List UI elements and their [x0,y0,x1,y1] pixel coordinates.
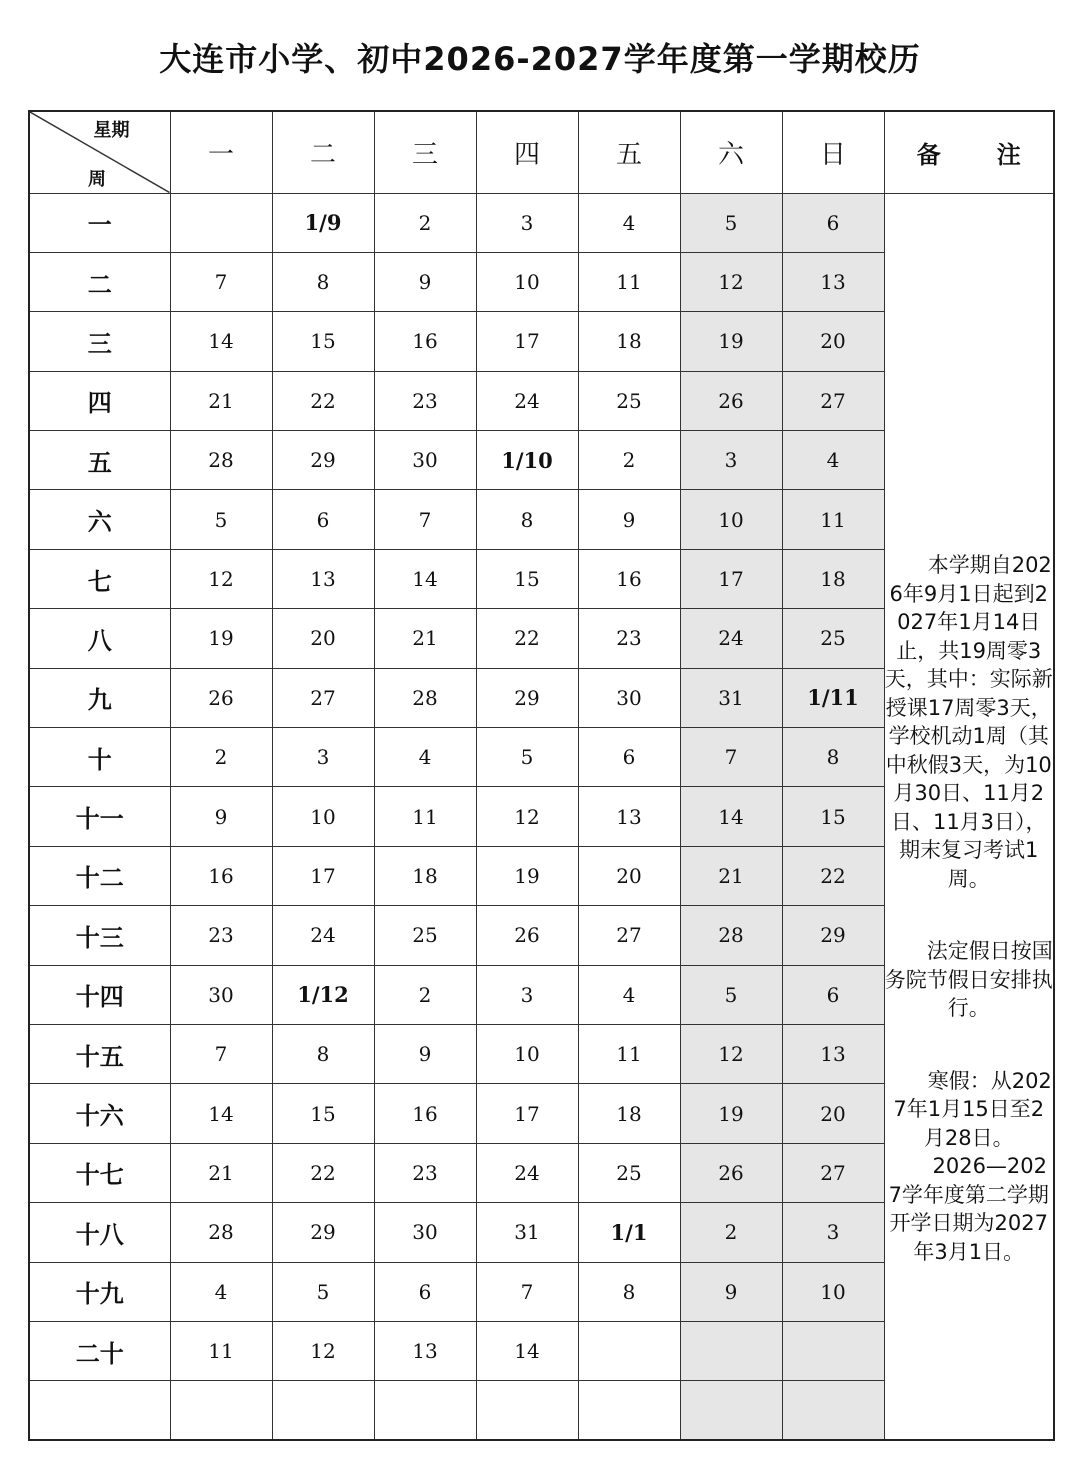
week-number: 七 [29,549,170,608]
day-cell-sun: 13 [782,252,884,311]
day-cell-sun [782,1381,884,1440]
day-cell-thu: 5 [476,728,578,787]
day-cell-sun: 27 [782,1143,884,1202]
calendar-body [29,193,1054,1440]
day-cell-tue: 12 [272,1321,374,1380]
day-cell-sun: 6 [782,193,884,252]
day-cell-sun: 15 [782,787,884,846]
day-cell-wed: 4 [374,728,476,787]
day-cell-tue [272,1381,374,1440]
day-cell-sat: 3 [680,431,782,490]
day-cell-mon: 4 [170,1262,272,1321]
header-day-fri: 五 [578,111,680,193]
day-cell-sun: 18 [782,549,884,608]
day-cell-fri: 20 [578,846,680,905]
day-cell-sun: 8 [782,728,884,787]
day-cell-tue: 17 [272,846,374,905]
day-cell-thu: 15 [476,549,578,608]
day-cell-fri: 30 [578,668,680,727]
day-cell-thu: 3 [476,193,578,252]
day-cell-tue: 3 [272,728,374,787]
day-cell-mon: 21 [170,1143,272,1202]
day-cell-thu: 31 [476,1203,578,1262]
day-cell-mon: 5 [170,490,272,549]
day-cell-tue: 27 [272,668,374,727]
day-cell-mon: 16 [170,846,272,905]
day-cell-sun: 4 [782,431,884,490]
day-cell-fri: 11 [578,252,680,311]
day-cell-sat: 28 [680,906,782,965]
day-cell-mon [170,193,272,252]
day-cell-sat: 24 [680,609,782,668]
day-cell-sat: 2 [680,1203,782,1262]
week-number [29,1381,170,1440]
header-notes-char-2: 注 [996,140,1021,169]
day-cell-sun: 25 [782,609,884,668]
header-day-mon: 一 [170,111,272,193]
week-number: 三 [29,312,170,371]
notes-cell [884,193,1054,1440]
week-number: 十八 [29,1203,170,1262]
day-cell-fri: 25 [578,1143,680,1202]
corner-cell [29,111,170,193]
day-cell-thu: 26 [476,906,578,965]
header-day-tue: 二 [272,111,374,193]
day-cell-tue: 20 [272,609,374,668]
day-cell-mon: 14 [170,1084,272,1143]
day-cell-mon: 11 [170,1321,272,1380]
day-cell-sat: 7 [680,728,782,787]
day-cell-tue: 29 [272,1203,374,1262]
day-cell-mon: 7 [170,252,272,311]
day-cell-fri: 11 [578,1024,680,1083]
week-number: 十二 [29,846,170,905]
day-cell-sun: 3 [782,1203,884,1262]
day-cell-sat: 14 [680,787,782,846]
note-paragraph-4: 2026—2027学年度第二学期开学日期为2027年3月1日。 [888,1154,1049,1264]
day-cell-sun: 29 [782,906,884,965]
day-cell-mon: 12 [170,549,272,608]
day-cell-thu: 24 [476,371,578,430]
day-cell-tue: 8 [272,252,374,311]
header-day-sat: 六 [680,111,782,193]
week-number: 八 [29,609,170,668]
header-day-wed: 三 [374,111,476,193]
week-number: 六 [29,490,170,549]
day-cell-tue: 8 [272,1024,374,1083]
day-cell-mon: 7 [170,1024,272,1083]
day-cell-wed: 16 [374,1084,476,1143]
day-cell-sun: 13 [782,1024,884,1083]
day-cell-sat [680,1381,782,1440]
day-cell-sun: 27 [782,371,884,430]
school-calendar-table [28,110,1055,1441]
day-cell-thu [476,1381,578,1440]
note-paragraph-1: 本学期自2026年9月1日起到2027年1月14日止，共19周零3天，其中：实际新授课17周零3天，学校机动1周（其中秋假3天，为10月30日、11月2日、11月3日），期末复习考试1周。 [884,553,1053,891]
day-cell-sun: 11 [782,490,884,549]
corner-label-weekday: 星期 [93,120,130,141]
day-cell-sun: 10 [782,1262,884,1321]
day-cell-wed: 30 [374,1203,476,1262]
note-paragraph-2: 法定假日按国务院节假日安排执行。 [884,939,1053,1021]
day-cell-sun: 1/11 [782,668,884,727]
day-cell-tue: 5 [272,1262,374,1321]
day-cell-wed: 25 [374,906,476,965]
week-number: 十四 [29,965,170,1024]
day-cell-thu: 1/10 [476,431,578,490]
day-cell-wed: 7 [374,490,476,549]
day-cell-fri: 8 [578,1262,680,1321]
day-cell-fri: 4 [578,193,680,252]
day-cell-wed: 16 [374,312,476,371]
day-cell-thu: 8 [476,490,578,549]
day-cell-mon: 19 [170,609,272,668]
day-cell-wed: 23 [374,371,476,430]
week-number: 九 [29,668,170,727]
day-cell-thu: 12 [476,787,578,846]
day-cell-sun: 20 [782,1084,884,1143]
day-cell-wed: 21 [374,609,476,668]
day-cell-thu: 7 [476,1262,578,1321]
week-number: 五 [29,431,170,490]
day-cell-thu: 10 [476,252,578,311]
day-cell-fri: 18 [578,312,680,371]
day-cell-sat: 26 [680,371,782,430]
week-number: 二 [29,252,170,311]
day-cell-sat: 17 [680,549,782,608]
day-cell-mon: 14 [170,312,272,371]
day-cell-thu: 17 [476,1084,578,1143]
day-cell-tue: 1/9 [272,193,374,252]
day-cell-mon: 30 [170,965,272,1024]
day-cell-wed: 9 [374,252,476,311]
day-cell-sat: 19 [680,312,782,371]
day-cell-sat: 12 [680,1024,782,1083]
day-cell-sat: 5 [680,965,782,1024]
day-cell-sat: 9 [680,1262,782,1321]
day-cell-tue: 22 [272,371,374,430]
header-row [29,111,1054,193]
day-cell-thu: 24 [476,1143,578,1202]
day-cell-thu: 29 [476,668,578,727]
day-cell-wed [374,1381,476,1440]
week-number: 十三 [29,906,170,965]
day-cell-sun [782,1321,884,1380]
page-title: 大连市小学、初中2026-2027学年度第一学期校历 [159,40,921,78]
day-cell-fri [578,1321,680,1380]
day-cell-sat: 12 [680,252,782,311]
day-cell-wed: 30 [374,431,476,490]
day-cell-fri: 25 [578,371,680,430]
note-paragraph-3: 寒假：从2027年1月15日至2月28日。 [893,1068,1052,1150]
day-cell-tue: 15 [272,312,374,371]
day-cell-thu: 3 [476,965,578,1024]
day-cell-mon: 2 [170,728,272,787]
day-cell-sat: 10 [680,490,782,549]
day-cell-fri: 23 [578,609,680,668]
day-cell-fri: 18 [578,1084,680,1143]
day-cell-mon: 28 [170,1203,272,1262]
day-cell-fri: 4 [578,965,680,1024]
day-cell-fri: 16 [578,549,680,608]
day-cell-sun: 6 [782,965,884,1024]
corner-label-week: 周 [88,168,106,190]
day-cell-mon [170,1381,272,1440]
day-cell-thu: 10 [476,1024,578,1083]
day-cell-tue: 22 [272,1143,374,1202]
week-number: 十六 [29,1084,170,1143]
day-cell-tue: 1/12 [272,965,374,1024]
day-cell-thu: 17 [476,312,578,371]
day-cell-wed: 11 [374,787,476,846]
day-cell-sat: 21 [680,846,782,905]
day-cell-wed: 9 [374,1024,476,1083]
day-cell-wed: 28 [374,668,476,727]
day-cell-wed: 2 [374,965,476,1024]
day-cell-fri: 1/1 [578,1203,680,1262]
week-number: 十七 [29,1143,170,1202]
day-cell-fri: 2 [578,431,680,490]
day-cell-sat: 26 [680,1143,782,1202]
header-day-thu: 四 [476,111,578,193]
week-number: 十一 [29,787,170,846]
day-cell-wed: 6 [374,1262,476,1321]
day-cell-mon: 21 [170,371,272,430]
day-cell-fri: 6 [578,728,680,787]
week-number: 十九 [29,1262,170,1321]
day-cell-sat: 5 [680,193,782,252]
day-cell-wed: 2 [374,193,476,252]
day-cell-fri [578,1381,680,1440]
day-cell-wed: 14 [374,549,476,608]
day-cell-mon: 9 [170,787,272,846]
week-number: 十五 [29,1024,170,1083]
day-cell-mon: 28 [170,431,272,490]
day-cell-thu: 22 [476,609,578,668]
day-cell-wed: 13 [374,1321,476,1380]
day-cell-tue: 10 [272,787,374,846]
day-cell-sun: 22 [782,846,884,905]
day-cell-thu: 14 [476,1321,578,1380]
day-cell-tue: 24 [272,906,374,965]
day-cell-mon: 23 [170,906,272,965]
week-number: 二十 [29,1321,170,1380]
day-cell-wed: 18 [374,846,476,905]
day-cell-fri: 27 [578,906,680,965]
day-cell-sat [680,1321,782,1380]
day-cell-sat: 19 [680,1084,782,1143]
header-notes [884,111,1054,193]
header-notes-char-1: 备 [916,140,941,169]
day-cell-mon: 26 [170,668,272,727]
day-cell-sat: 31 [680,668,782,727]
week-number: 十 [29,728,170,787]
day-cell-sun: 20 [782,312,884,371]
week-row [29,193,1054,252]
week-number: 一 [29,193,170,252]
day-cell-tue: 15 [272,1084,374,1143]
day-cell-tue: 13 [272,549,374,608]
day-cell-fri: 13 [578,787,680,846]
day-cell-tue: 29 [272,431,374,490]
day-cell-wed: 23 [374,1143,476,1202]
header-day-sun: 日 [782,111,884,193]
day-cell-tue: 6 [272,490,374,549]
week-number: 四 [29,371,170,430]
day-cell-fri: 9 [578,490,680,549]
day-cell-thu: 19 [476,846,578,905]
